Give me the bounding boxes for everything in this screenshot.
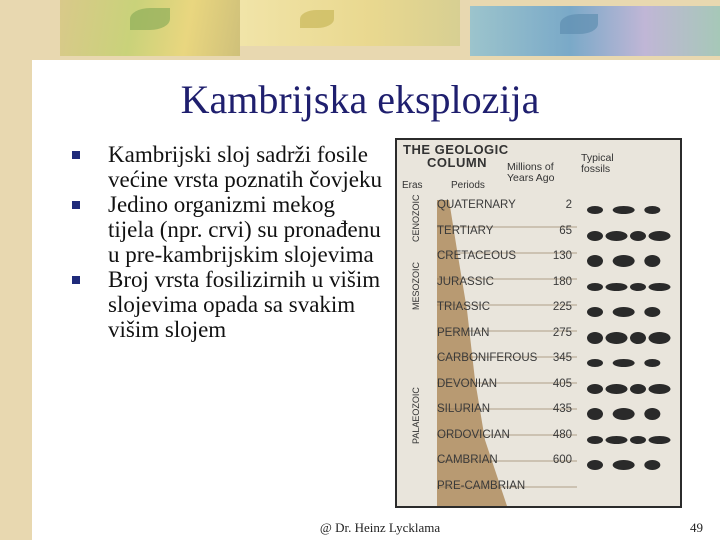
footer-author: @ Dr. Heinz Lycklama	[319, 520, 441, 535]
era-label: CENOZOIC	[411, 194, 421, 242]
period-name: DEVONIAN	[437, 377, 498, 390]
period-row	[435, 247, 572, 267]
slide-title: Kambrijska eksplozija	[180, 77, 540, 122]
period-row	[435, 375, 572, 395]
period-row	[435, 196, 572, 216]
fossils-header: Typical fossils	[581, 152, 614, 175]
periods-header: Periods	[451, 180, 485, 191]
bullet-square-icon	[72, 151, 80, 159]
period-years: 480	[552, 428, 572, 441]
period-row	[435, 298, 572, 318]
page-number: 49	[690, 520, 703, 535]
fossil-silhouettes-icon	[577, 326, 673, 344]
fossil-silhouettes-icon	[577, 402, 673, 420]
bullet-item	[72, 192, 384, 267]
period-years: 180	[552, 275, 572, 288]
fossil-silhouettes-icon	[577, 453, 673, 471]
period-years: 405	[552, 377, 572, 390]
fossil-silhouettes-icon	[577, 428, 673, 446]
period-name: CARBONIFEROUS	[437, 352, 538, 364]
fossil-silhouettes-icon	[577, 377, 673, 395]
period-name: QUATERNARY	[437, 199, 516, 211]
period-name: TRIASSIC	[437, 301, 491, 313]
period-years: 65	[559, 224, 572, 237]
decorative-banner	[0, 0, 720, 58]
geologic-column-image	[395, 138, 682, 508]
bullet-text: Broj vrsta fosilizirnih u višim slojevima opada sa svakim višim slojem	[108, 267, 381, 342]
bullet-item	[72, 142, 384, 192]
period-name: ORDOVICIAN	[437, 428, 510, 441]
period-years: 130	[552, 250, 572, 262]
fossil-silhouettes-icon	[577, 224, 673, 242]
period-row	[435, 426, 572, 446]
fossil-silhouettes-icon	[577, 275, 673, 293]
era-label: PALAEOZOIC	[411, 387, 421, 444]
bullet-square-icon	[72, 201, 80, 209]
bullet-item	[72, 267, 384, 342]
period-years: 225	[552, 301, 572, 313]
era-label: MESOZOIC	[411, 261, 421, 310]
period-name: SILURIAN	[437, 403, 491, 415]
fossil-silhouettes-icon	[577, 300, 673, 318]
period-name: JURASSIC	[437, 275, 494, 288]
bullet-text: Jedino organizmi mekog tijela (npr. crvi) su pronađenu u pre-kambrijskim slojevima	[108, 192, 381, 267]
period-row	[435, 400, 572, 420]
fossil-silhouettes-icon	[577, 198, 673, 216]
eras-header: Eras	[402, 180, 423, 191]
period-row	[435, 477, 572, 497]
period-row	[435, 349, 572, 369]
period-name: PERMIAN	[437, 326, 490, 339]
bullet-square-icon	[72, 276, 80, 284]
years-header: Millions of Years Ago	[507, 161, 555, 184]
period-row	[435, 324, 572, 344]
fossil-silhouettes-icon	[577, 351, 673, 369]
period-row	[435, 273, 572, 293]
period-years: 345	[552, 352, 572, 364]
period-name: CAMBRIAN	[437, 454, 498, 466]
period-name: TERTIARY	[437, 224, 494, 237]
period-years: 275	[552, 326, 572, 339]
period-name: PRE-CAMBRIAN	[437, 479, 526, 492]
period-name: CRETACEOUS	[437, 250, 517, 262]
period-years: 435	[552, 403, 572, 415]
bullet-text: Kambrijski sloj sadrži fosile većine vrsta poznatih čovjeku	[108, 142, 382, 192]
fossil-silhouettes-icon	[577, 249, 673, 267]
period-years: 600	[552, 454, 572, 466]
period-row	[435, 451, 572, 471]
period-years: 2	[565, 199, 572, 211]
geo-heading: THE GEOLOGIC COLUMN	[403, 142, 509, 170]
bullet-list	[72, 142, 384, 342]
period-row	[435, 222, 572, 242]
